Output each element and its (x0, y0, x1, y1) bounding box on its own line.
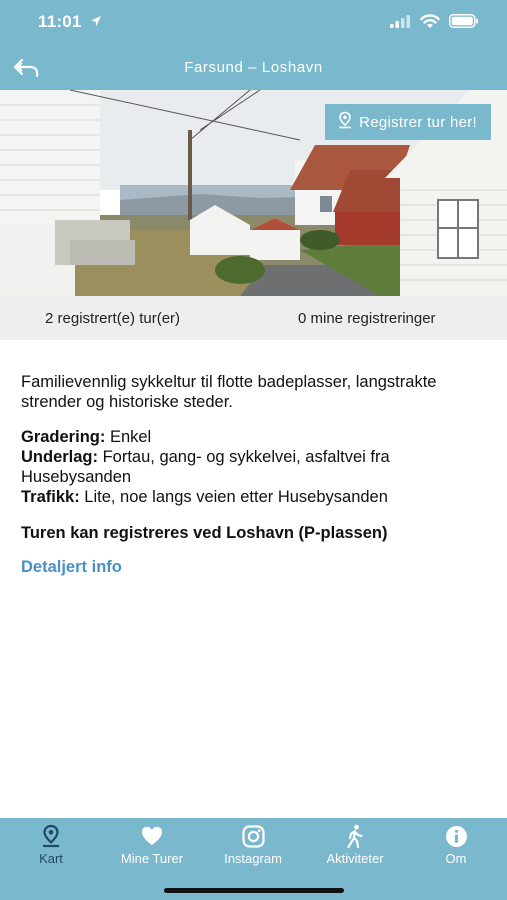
traffic-row (21, 487, 491, 507)
page-title: Farsund – Loshavn (184, 59, 323, 76)
my-registrations-count: 0 mine registreringer (298, 310, 436, 327)
tab-mine-turer-label: Mine Turer (120, 851, 184, 866)
tab-om[interactable] (406, 824, 506, 866)
status-bar (0, 0, 507, 46)
tab-mine-turer[interactable] (102, 824, 202, 866)
map-pin-icon (1, 824, 101, 848)
trip-description: Familievennlig sykkeltur til flotte badeplasser, langstrakte strender og historiske steder. (21, 373, 437, 411)
info-icon (406, 824, 506, 848)
traffic-value: Lite, noe langs veien etter Husebysanden (79, 488, 388, 506)
instagram-icon (203, 824, 303, 848)
tab-instagram[interactable] (203, 824, 303, 866)
grading-row (21, 427, 491, 447)
navigation-bar (0, 46, 507, 90)
battery-icon (449, 14, 479, 33)
tab-aktiviteter[interactable] (305, 824, 405, 866)
home-indicator[interactable] (164, 888, 344, 893)
detailed-info-link[interactable]: Detaljert info (21, 558, 122, 576)
tab-kart-label: Kart (39, 851, 63, 866)
traffic-label: Trafikk: (21, 488, 80, 506)
registered-trips-count: 2 registrert(e) tur(er) (45, 310, 181, 327)
surface-label: Underlag: (21, 448, 99, 466)
grading-value: Enkel (105, 428, 152, 446)
location-pin-icon (337, 111, 353, 133)
registration-stats (0, 296, 507, 340)
register-location-note: Turen kan registreres ved Loshavn (P-plassen) (21, 524, 388, 542)
grading-label: Gradering: (21, 428, 106, 446)
tab-instagram-label: Instagram (224, 851, 282, 866)
walking-icon (305, 824, 405, 848)
register-trip-label: Registrer tur her! (359, 113, 477, 131)
tab-kart[interactable] (1, 824, 101, 866)
tab-aktiviteter-label: Aktiviteter (326, 851, 384, 866)
tab-om-label: Om (445, 851, 467, 866)
trip-details (21, 372, 491, 577)
surface-value: Fortau, gang- og sykkelvei, asfaltvei fra Husebysanden (21, 448, 390, 486)
status-time: 11:01 (38, 12, 82, 31)
location-arrow-icon (90, 14, 102, 32)
cellular-signal-icon (390, 15, 410, 33)
wifi-icon (420, 13, 440, 34)
register-trip-button[interactable] (325, 104, 491, 140)
heart-icon (102, 824, 202, 848)
surface-row (21, 447, 491, 487)
